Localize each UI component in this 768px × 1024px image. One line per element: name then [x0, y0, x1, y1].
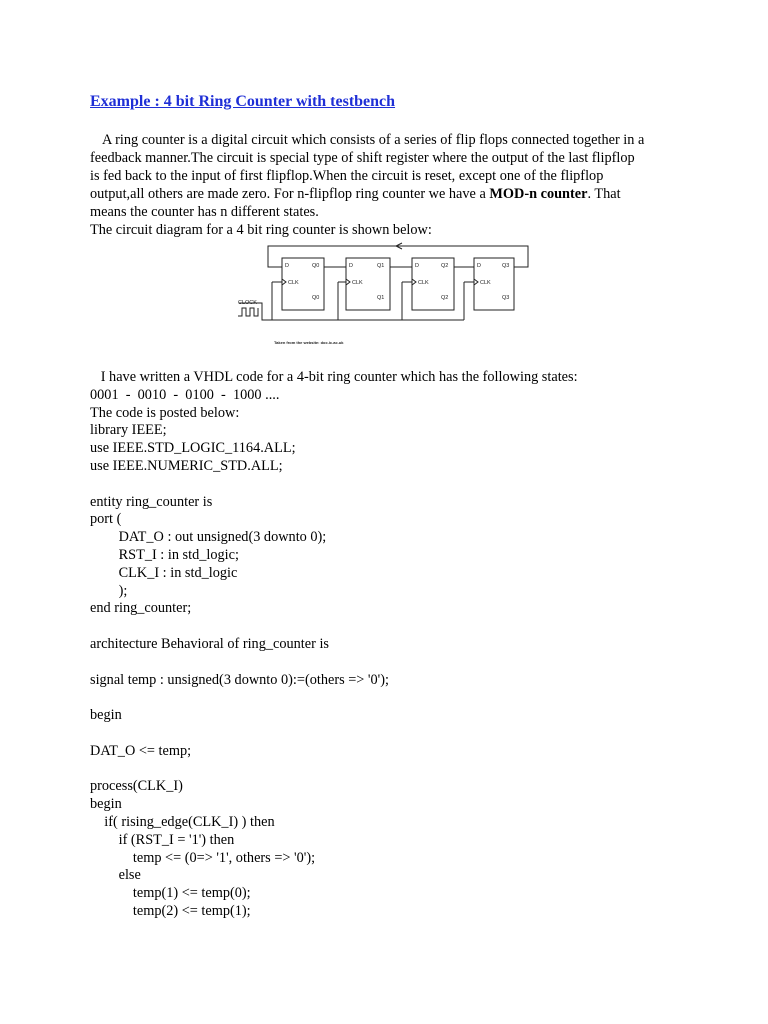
code-line [90, 725, 690, 743]
code-line: use IEEE.STD_LOGIC_1164.ALL; [90, 440, 296, 457]
clock-label: CLOCK [238, 300, 257, 306]
ff2-q-label: Q2 [441, 263, 449, 269]
ff3-q-label: Q3 [502, 263, 510, 269]
code-line: end ring_counter; [90, 600, 192, 617]
ff1-d-label: D [349, 263, 353, 269]
code-line [90, 476, 690, 494]
clk-triangle-2-icon [412, 279, 416, 285]
intro-line-6: The circuit diagram for a 4 bit ring counter is shown below: [90, 222, 432, 238]
clk-triangle-0-icon [282, 279, 286, 285]
diagram-caption: Taken from the website: doc.ic.ac.uk [274, 340, 344, 345]
ff3-d-label: D [477, 263, 481, 269]
code-line: process(CLK_I) [90, 778, 183, 795]
code-line: CLK_I : in std_logic [90, 564, 238, 581]
code-line: library IEEE; [90, 422, 167, 439]
code-line: signal temp : unsigned(3 downto 0):=(others => '0'); [90, 671, 389, 688]
ff2-d-label: D [415, 263, 419, 269]
mod-n-counter-term: MOD-n counter [489, 186, 588, 202]
ff3-qbar-label: Q3 [502, 295, 510, 301]
code-line: if (RST_I = '1') then [90, 831, 235, 848]
clk-triangle-3-icon [474, 279, 478, 285]
code-line: DAT_O : out unsigned(3 downto 0); [90, 529, 327, 546]
code-line: begin [90, 707, 122, 724]
ff1-qbar-label: Q1 [377, 295, 385, 301]
ff2-qbar-label: Q2 [441, 295, 449, 301]
code-line: entity ring_counter is [90, 493, 213, 510]
code-line [90, 761, 690, 779]
code-line: RST_I : in std_logic; [90, 546, 239, 563]
ff3-clk-label: CLK [480, 280, 491, 286]
code-line [90, 654, 690, 672]
code-line [90, 689, 690, 707]
code-line: DAT_O <= temp; [90, 742, 192, 759]
code-line: The code is posted below: [90, 404, 240, 421]
code-line: else [90, 867, 141, 884]
code-line: ); [90, 582, 128, 599]
ff0-q-label: Q0 [312, 263, 320, 269]
code-line: if( rising_edge(CLK_I) ) then [90, 813, 275, 830]
code-line: port ( [90, 511, 122, 528]
intro-line-4 [90, 185, 690, 203]
intro-line-1: A ring counter is a digital circuit which consists of a series of flip flops connected together in a [102, 132, 645, 148]
code-line: architecture Behavioral of ring_counter is [90, 635, 329, 652]
ff0-qbar-label: Q0 [312, 295, 320, 301]
ff1-q-label: Q1 [377, 263, 385, 269]
ff2-clk-label: CLK [418, 280, 429, 286]
feedback-wire [268, 246, 528, 267]
clk-triangle-1-icon [346, 279, 350, 285]
intro-paragraph [90, 131, 690, 239]
code-line: temp <= (0=> '1', others => '0'); [90, 849, 316, 866]
ff1-clk-label: CLK [352, 280, 363, 286]
intro-line-3: is fed back to the input of first flipflop.When the circuit is reset, except one of the flipflop [90, 168, 604, 184]
ff0-d-label: D [285, 263, 289, 269]
intro-line-4-start: output,all others are made zero. For n-flipflop ring counter we have a [90, 186, 490, 202]
code-line: temp(1) <= temp(0); [90, 885, 251, 902]
code-line: use IEEE.NUMERIC_STD.ALL; [90, 457, 283, 474]
code-line: begin [90, 796, 122, 813]
clock-bus-wire [239, 303, 464, 320]
intro-line-5: means the counter has n different states. [90, 204, 319, 220]
vhdl-code-block [90, 369, 690, 921]
intro-line-4-end: . That [587, 186, 621, 202]
page-title[interactable]: Example : 4 bit Ring Counter with testbench [90, 93, 396, 110]
ring-counter-circuit-diagram [234, 240, 534, 350]
code-line [90, 618, 690, 636]
code-line: 0001 - 0010 - 0100 - 1000 .... [90, 386, 280, 403]
ff0-clk-label: CLK [288, 280, 299, 286]
intro-line-2: feedback manner.The circuit is special type of shift register where the output of the last flipflop [90, 150, 635, 166]
code-line: I have written a VHDL code for a 4-bit ring counter which has the following states: [90, 369, 578, 385]
code-line: temp(2) <= temp(1); [90, 902, 251, 919]
clock-waveform-icon [238, 308, 258, 316]
